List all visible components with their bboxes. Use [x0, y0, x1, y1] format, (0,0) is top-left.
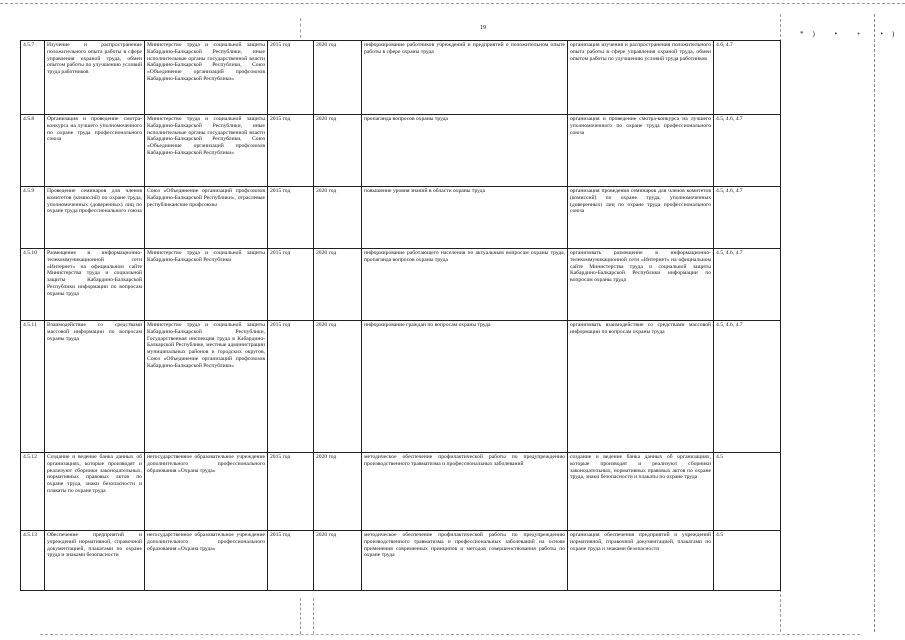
expected-result-cell: информирование работников учреждений и предприятий о положительном опыте работы в сфере охраны труда — [362, 41, 568, 115]
executors-cell: Министерство труда и социальной защиты Кабардино-Балкарской Республики, иные исполнительные органы государственной власти Кабардино-Балкарской Республики, Союз «Объединение организаций профсоюзов Кабардино-Балкарской Республики» — [145, 115, 268, 187]
expected-result-cell: методическое обеспечение профилактической работы по предупреждению производственного травматизма и профессиональных заболеваний — [362, 453, 568, 531]
action-plan-table — [20, 40, 781, 591]
corner-mark: •) — [880, 30, 904, 38]
table-row — [21, 115, 781, 187]
start-year-cell: 2015 год — [268, 453, 314, 531]
end-year-cell: 2020 год — [314, 453, 362, 531]
expected-result-cell: информирование работающего населения по актуальным вопросам охраны труда, пропаганда вопросов охраны труда — [362, 249, 568, 321]
bottom-edge-line — [40, 634, 860, 635]
table-row — [21, 453, 781, 531]
expected-result-cell: информирование граждан по вопросам охраны труда — [362, 321, 568, 453]
corner-marks — [800, 30, 903, 38]
item-number: 4.5.12 — [21, 453, 45, 531]
item-number: 4.5.10 — [21, 249, 45, 321]
end-year-cell: 2020 год — [314, 115, 362, 187]
main-direction-cell: организация обеспечения предприятий и учреждений нормативной, справочной документацией, плакатами по охране труда и знаками безопасности — [568, 531, 714, 591]
executors-cell: негосударственное образовательное учреждение дополнительного профессионального образования «Охрана труда» — [145, 453, 268, 531]
activity-cell: Проведение семинаров для членов комитетов (комиссий) по охране труда, уполномоченных (доверенных) лиц по охране труда профессионального союза — [45, 187, 145, 249]
activity-cell: Создание и ведение банка данных об организациях, которые производят и реализуют сборники законодательных, нормативных правовых актов по охране труда, знаки безопасности и плакаты по охране труда — [45, 453, 145, 531]
executors-cell: Министерство труда и социальной защиты Кабардино-Балкарской Республики, Государственная инспекция труда в Кабардино-Балкарской Республике, местные администрации муниципальных районов и городских округов, Союз «Объединение организаций профсоюзов Кабардино-Балкарской Республики» — [145, 321, 268, 453]
executors-cell: Союз «Объединение организаций профсоюзов Кабардино-Балкарской Республики», отраслевые республиканские профсоюзы — [145, 187, 268, 249]
start-year-cell: 2015 год — [268, 187, 314, 249]
link-indicator-cell: 4.5, 4.6, 4.7 — [714, 321, 781, 453]
corner-mark: *) — [800, 30, 824, 38]
end-year-cell: 2020 год — [314, 187, 362, 249]
executors-cell: негосударственное образовательное учреждение дополнительного профессионального образования «Охрана труда» — [145, 531, 268, 591]
item-number: 4.5.9 — [21, 187, 45, 249]
main-direction-cell: организация проведения семинаров для членов комитетов (комиссий) по охране труда, уполномоченных (доверенных) лиц по охране труда профессионального союза — [568, 187, 714, 249]
item-number: 4.5.13 — [21, 531, 45, 591]
activity-cell: Изучение и распространение положительного опыта работы в сфере управления охраной труда, обмен опытом работы по улучшению условий труда работников — [45, 41, 145, 115]
start-year-cell: 2015 год — [268, 249, 314, 321]
item-number: 4.5.7 — [21, 41, 45, 115]
start-year-cell: 2015 год — [268, 531, 314, 591]
link-indicator-cell: 4.5 — [714, 453, 781, 531]
fold-line — [300, 598, 301, 634]
start-year-cell: 2015 год — [268, 41, 314, 115]
activity-cell: Размещение в информационно-телекоммуникационной сети «Интернет» на официальном сайте Министерства труда и социальной защиты Кабардино-Балкарской Республики информации по вопросам охраны труда — [45, 249, 145, 321]
link-indicator-cell: 4.6, 4.7 — [714, 41, 781, 115]
start-year-cell: 2015 год — [268, 115, 314, 187]
executors-cell: Министерство труда и социальной защиты Кабардино-Балкарской Республики — [145, 249, 268, 321]
page-number: 19 — [480, 25, 486, 31]
activity-cell: Организация и проведение смотра-конкурса на лучшего уполномоченного по охране труда профессионального союза — [45, 115, 145, 187]
corner-mark: • — [834, 30, 847, 38]
table-row — [21, 321, 781, 453]
activity-cell: Обеспечение предприятий и учреждений нормативной, справочной документацией, плакатами по охране труда и знаками безопасности — [45, 531, 145, 591]
item-number: 4.5.8 — [21, 115, 45, 187]
start-year-cell: 2015 год — [268, 321, 314, 453]
table-row — [21, 41, 781, 115]
corner-mark: + — [856, 30, 870, 38]
main-direction-cell: организация и проведение смотра-конкурса на лучшего уполномоченного по охране труда профессионального союза — [568, 115, 714, 187]
link-indicator-cell: 4.5, 4.6, 4.7 — [714, 115, 781, 187]
table-row — [21, 249, 781, 321]
fold-line — [300, 18, 301, 38]
link-indicator-cell: 4.5, 4.6, 4.7 — [714, 187, 781, 249]
item-number: 4.5.11 — [21, 321, 45, 453]
executors-cell: Министерство труда и социальной защиты Кабардино-Балкарской Республики, иные исполнительные органы государственной власти Кабардино-Балкарской Республики, Союз «Объединение организаций профсоюзов Кабардино-Балкарской Республики» — [145, 41, 268, 115]
expected-result-cell: методическое обеспечение профилактической работы по предупреждению производственного травматизма и профессиональных заболеваний на основе применения современных принципов и методов совершенствования работы по охране труда — [362, 531, 568, 591]
main-direction-cell: организация изучения и распространения положительного опыта работы в сфере управления охраной труда, обмен опытом работы по улучшению условий труда работников — [568, 41, 714, 115]
main-direction-cell: организовать взаимодействие со средствами массовой информации по вопросам охраны труда — [568, 321, 714, 453]
top-edge-line — [0, 3, 905, 4]
margin-line — [874, 14, 875, 632]
expected-result-cell: повышение уровня знаний в области охраны труда — [362, 187, 568, 249]
fold-line — [313, 598, 314, 634]
link-indicator-cell: 4.5, 4.6, 4.7 — [714, 249, 781, 321]
main-direction-cell: создание и ведение банка данных об организациях, которые производят и реализуют сборники законодательных, нормативных правовых актов по охране труда, знаки безопасности и плакаты по охране труда — [568, 453, 714, 531]
expected-result-cell: пропаганда вопросов охраны труда — [362, 115, 568, 187]
end-year-cell: 2020 год — [314, 249, 362, 321]
table-row — [21, 187, 781, 249]
table-row — [21, 531, 781, 591]
end-year-cell: 2020 год — [314, 531, 362, 591]
end-year-cell: 2020 год — [314, 321, 362, 453]
activity-cell: Взаимодействие со средствами массовой информации по вопросам охраны труда — [45, 321, 145, 453]
end-year-cell: 2020 год — [314, 41, 362, 115]
link-indicator-cell: 4.5 — [714, 531, 781, 591]
main-direction-cell: организовать размещение в информационно-телекоммуникационной сети «Интернет» на официальном сайте Министерства труда и социальной защиты Кабардино-Балкарской Республики информации по вопросам охраны труда — [568, 249, 714, 321]
